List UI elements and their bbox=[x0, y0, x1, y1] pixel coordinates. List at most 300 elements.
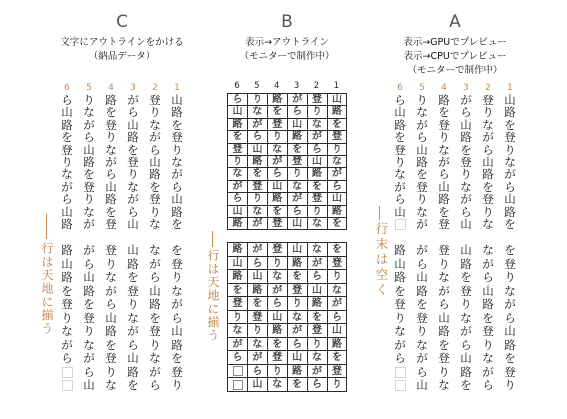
character: り bbox=[268, 257, 288, 271]
character: り bbox=[416, 324, 428, 338]
character: が bbox=[482, 130, 494, 145]
character: 登 bbox=[83, 310, 95, 325]
character: 山 bbox=[105, 310, 117, 325]
character: 山 bbox=[460, 243, 472, 257]
text-column-2 bbox=[148, 94, 162, 230]
character: が bbox=[268, 156, 288, 168]
character: 登 bbox=[268, 119, 288, 131]
character: 山 bbox=[171, 93, 183, 107]
character: な bbox=[328, 156, 348, 168]
grid-column-6 bbox=[228, 243, 248, 392]
character: ら bbox=[416, 256, 428, 271]
character: ら bbox=[127, 204, 139, 219]
empty-cell bbox=[228, 378, 248, 392]
character: 山 bbox=[308, 284, 328, 298]
section-letter-c: C bbox=[116, 12, 128, 32]
character: り bbox=[308, 338, 328, 352]
character: り bbox=[482, 337, 494, 352]
column-number: 6 bbox=[397, 83, 403, 93]
caption-b bbox=[202, 36, 372, 64]
character: り bbox=[268, 131, 288, 143]
character: 路 bbox=[127, 364, 139, 379]
character: を bbox=[460, 270, 472, 284]
character: な bbox=[228, 168, 248, 180]
character: ら bbox=[504, 310, 516, 325]
text-block-bottom-c bbox=[60, 244, 184, 393]
character: な bbox=[105, 142, 117, 157]
character: 山 bbox=[268, 181, 288, 193]
character: ら bbox=[308, 270, 328, 284]
character: を bbox=[328, 218, 348, 230]
column-numbers-c bbox=[60, 83, 184, 93]
character: 登 bbox=[416, 179, 428, 194]
character: を bbox=[105, 204, 117, 219]
character: 登 bbox=[288, 156, 308, 168]
character: な bbox=[228, 324, 248, 338]
grid-column-3 bbox=[288, 94, 308, 230]
character: が bbox=[127, 192, 139, 207]
grid-column-2 bbox=[308, 94, 328, 230]
character: な bbox=[308, 218, 328, 230]
character: ら bbox=[228, 351, 248, 365]
character: が bbox=[127, 324, 139, 338]
character: ら bbox=[482, 270, 494, 284]
character: ら bbox=[171, 310, 183, 325]
character: 路 bbox=[438, 324, 450, 338]
character: 山 bbox=[171, 192, 183, 207]
character: 山 bbox=[248, 270, 268, 284]
character: ら bbox=[248, 257, 268, 271]
character: が bbox=[61, 337, 73, 352]
character: 登 bbox=[83, 179, 95, 194]
character: 路 bbox=[248, 156, 268, 168]
character: ら bbox=[83, 256, 95, 271]
column-number: 2 bbox=[152, 83, 158, 93]
character: り bbox=[438, 130, 450, 145]
character: り bbox=[460, 297, 472, 311]
character: 山 bbox=[127, 351, 139, 365]
text-column-5 bbox=[415, 94, 429, 230]
column-number: 3 bbox=[293, 81, 300, 91]
character: 路 bbox=[416, 154, 428, 169]
text-column-4 bbox=[104, 244, 118, 393]
character: ら bbox=[288, 206, 308, 218]
character: り bbox=[328, 378, 348, 392]
character: 山 bbox=[438, 179, 450, 194]
column-number: 5 bbox=[86, 83, 92, 93]
column-number: 3 bbox=[463, 83, 469, 93]
character: な bbox=[83, 337, 95, 352]
character: ら bbox=[438, 297, 450, 311]
character: ら bbox=[61, 351, 73, 365]
character: 登 bbox=[308, 193, 328, 205]
character: な bbox=[416, 105, 428, 120]
text-column-5 bbox=[82, 244, 96, 393]
character: を bbox=[504, 351, 516, 365]
character: を bbox=[228, 284, 248, 298]
character: ら bbox=[308, 378, 328, 392]
character: 登 bbox=[482, 192, 494, 207]
character: 路 bbox=[127, 256, 139, 271]
text-column-5 bbox=[82, 94, 96, 230]
character: が bbox=[171, 297, 183, 311]
character: 山 bbox=[416, 142, 428, 157]
character: な bbox=[460, 179, 472, 194]
character: が bbox=[416, 351, 428, 365]
character: 登 bbox=[228, 144, 248, 156]
character: 山 bbox=[394, 256, 406, 271]
character: り bbox=[105, 256, 117, 271]
character: 登 bbox=[268, 218, 288, 230]
text-column-4 bbox=[437, 244, 451, 393]
character: な bbox=[394, 324, 406, 338]
character: 路 bbox=[127, 130, 139, 145]
character: な bbox=[308, 119, 328, 131]
text-block-top-c bbox=[60, 94, 184, 230]
caption-c bbox=[37, 36, 207, 64]
character: な bbox=[328, 284, 348, 298]
character: 路 bbox=[308, 297, 328, 311]
character: を bbox=[171, 243, 183, 257]
character: り bbox=[504, 270, 516, 284]
character: な bbox=[504, 283, 516, 298]
character: な bbox=[504, 154, 516, 169]
character: ら bbox=[149, 142, 161, 157]
character: 山 bbox=[288, 243, 308, 257]
character: な bbox=[127, 179, 139, 194]
text-column-2 bbox=[148, 244, 162, 393]
character: ら bbox=[171, 179, 183, 194]
character: 路 bbox=[504, 105, 516, 120]
character: ら bbox=[394, 351, 406, 365]
character: ら bbox=[83, 364, 95, 379]
character: り bbox=[171, 270, 183, 284]
empty-cell bbox=[60, 366, 74, 380]
character: り bbox=[438, 364, 450, 379]
character: 山 bbox=[460, 351, 472, 365]
character: が bbox=[149, 130, 161, 145]
character: り bbox=[308, 206, 328, 218]
character: 登 bbox=[61, 142, 73, 157]
character: な bbox=[482, 351, 494, 365]
character: 登 bbox=[171, 364, 183, 379]
character: 路 bbox=[328, 106, 348, 118]
column-number: 2 bbox=[313, 81, 320, 91]
column-number: 3 bbox=[130, 83, 136, 93]
grid-column-5 bbox=[248, 243, 268, 392]
character: り bbox=[105, 130, 117, 145]
character: を bbox=[416, 167, 428, 182]
character: ら bbox=[308, 144, 328, 156]
character: 山 bbox=[228, 257, 248, 271]
character: 路 bbox=[288, 365, 308, 379]
character: が bbox=[268, 284, 288, 298]
character: ら bbox=[328, 181, 348, 193]
character: な bbox=[61, 167, 73, 182]
character: を bbox=[288, 144, 308, 156]
character: 路 bbox=[482, 297, 494, 311]
character: 登 bbox=[460, 154, 472, 169]
character: り bbox=[149, 105, 161, 120]
character: を bbox=[460, 142, 472, 157]
character: 路 bbox=[504, 337, 516, 352]
character: な bbox=[460, 310, 472, 325]
caption-line: （モニターで制作中） bbox=[239, 51, 335, 62]
character: 登 bbox=[460, 283, 472, 298]
character: を bbox=[268, 338, 288, 352]
character: ら bbox=[268, 168, 288, 180]
character: 路 bbox=[149, 167, 161, 182]
character: 山 bbox=[127, 216, 139, 231]
column-number: 1 bbox=[333, 81, 340, 91]
character: 登 bbox=[268, 243, 288, 257]
caption-line: （納品データ） bbox=[88, 51, 156, 62]
character: 山 bbox=[328, 94, 348, 106]
character: 路 bbox=[61, 117, 73, 132]
grid-column-4 bbox=[268, 243, 288, 392]
character: を bbox=[149, 310, 161, 325]
character: ら bbox=[61, 93, 73, 107]
character: り bbox=[482, 204, 494, 219]
character: り bbox=[482, 105, 494, 120]
character: を bbox=[504, 216, 516, 231]
character: り bbox=[83, 93, 95, 107]
character: 山 bbox=[83, 142, 95, 157]
character: り bbox=[416, 93, 428, 107]
character: 路 bbox=[228, 119, 248, 131]
character: な bbox=[149, 117, 161, 132]
character: を bbox=[328, 351, 348, 365]
character: ら bbox=[504, 179, 516, 194]
character: ら bbox=[149, 378, 161, 392]
character: を bbox=[394, 130, 406, 145]
character: 路 bbox=[149, 297, 161, 311]
character: 路 bbox=[308, 168, 328, 180]
character: を bbox=[438, 337, 450, 352]
character: ら bbox=[288, 106, 308, 118]
character: な bbox=[482, 216, 494, 231]
grid-column-4 bbox=[268, 94, 288, 230]
character: 路 bbox=[248, 284, 268, 298]
caption-line: 表示→CPUでプレビュー bbox=[403, 51, 507, 62]
character: を bbox=[482, 179, 494, 194]
text-column-3 bbox=[126, 94, 140, 230]
caption-line: （モニターで制作中） bbox=[407, 65, 503, 76]
character: 登 bbox=[328, 131, 348, 143]
character: を bbox=[61, 283, 73, 298]
character: り bbox=[61, 310, 73, 325]
character: 登 bbox=[482, 324, 494, 338]
character: 山 bbox=[308, 156, 328, 168]
character: 登 bbox=[105, 351, 117, 365]
note-connector-line bbox=[379, 206, 380, 220]
character: 路 bbox=[61, 270, 73, 284]
character: り bbox=[171, 142, 183, 157]
character: 登 bbox=[438, 117, 450, 132]
character: な bbox=[288, 311, 308, 325]
character: な bbox=[416, 337, 428, 352]
caption-a bbox=[370, 36, 540, 78]
grid-column-1 bbox=[328, 243, 348, 392]
character: り bbox=[149, 337, 161, 352]
character: 山 bbox=[105, 179, 117, 194]
character: り bbox=[308, 106, 328, 118]
empty-cell bbox=[60, 379, 74, 393]
character: な bbox=[308, 351, 328, 365]
character: り bbox=[248, 94, 268, 106]
character: な bbox=[171, 154, 183, 169]
character: 路 bbox=[105, 324, 117, 338]
character: 路 bbox=[83, 283, 95, 298]
character: り bbox=[248, 324, 268, 338]
character: 路 bbox=[394, 270, 406, 284]
character: を bbox=[328, 243, 348, 257]
column-number: 1 bbox=[174, 83, 180, 93]
character: を bbox=[268, 206, 288, 218]
character: り bbox=[83, 192, 95, 207]
character: が bbox=[61, 179, 73, 194]
character: を bbox=[171, 117, 183, 132]
character: 路 bbox=[171, 204, 183, 219]
character: 山 bbox=[504, 324, 516, 338]
empty-cell bbox=[393, 379, 407, 393]
character: が bbox=[288, 324, 308, 338]
note-connector-line bbox=[212, 231, 213, 247]
column-numbers-b bbox=[227, 81, 346, 91]
character: ら bbox=[460, 204, 472, 219]
character: り bbox=[328, 270, 348, 284]
character: 山 bbox=[482, 283, 494, 298]
character: な bbox=[248, 206, 268, 218]
character: 路 bbox=[171, 105, 183, 120]
character: を bbox=[288, 270, 308, 284]
empty-cell bbox=[393, 366, 407, 380]
character: な bbox=[248, 338, 268, 352]
character: を bbox=[83, 167, 95, 182]
character: な bbox=[127, 310, 139, 325]
character: を bbox=[149, 179, 161, 194]
character: が bbox=[228, 181, 248, 193]
character: ら bbox=[228, 94, 248, 106]
character: り bbox=[171, 378, 183, 392]
character: ら bbox=[127, 105, 139, 120]
character: り bbox=[149, 204, 161, 219]
character: が bbox=[438, 154, 450, 169]
character: を bbox=[504, 243, 516, 257]
character: な bbox=[171, 283, 183, 298]
character: り bbox=[248, 193, 268, 205]
character: 登 bbox=[308, 94, 328, 106]
note-label-b: 行は天地に揃う bbox=[206, 249, 220, 343]
character: ら bbox=[248, 365, 268, 379]
character: 山 bbox=[248, 144, 268, 156]
character: 登 bbox=[61, 297, 73, 311]
column-number: 5 bbox=[419, 83, 425, 93]
character: ら bbox=[228, 193, 248, 205]
character: 登 bbox=[105, 243, 117, 257]
character: 山 bbox=[61, 256, 73, 271]
character: 路 bbox=[171, 337, 183, 352]
character: 山 bbox=[482, 154, 494, 169]
grid-column-5 bbox=[248, 94, 268, 230]
character: 登 bbox=[248, 181, 268, 193]
character: 路 bbox=[438, 192, 450, 207]
caption-line: 表示→アウトライン bbox=[245, 37, 329, 48]
character: が bbox=[248, 351, 268, 365]
text-column-1 bbox=[503, 244, 517, 393]
text-column-2 bbox=[481, 244, 495, 393]
character: が bbox=[308, 365, 328, 379]
text-column-3 bbox=[459, 244, 473, 393]
character: 山 bbox=[149, 283, 161, 298]
character: な bbox=[149, 351, 161, 365]
empty-cell bbox=[393, 218, 407, 230]
character: り bbox=[268, 365, 288, 379]
character: 山 bbox=[328, 193, 348, 205]
character: な bbox=[416, 204, 428, 219]
character: 山 bbox=[394, 105, 406, 120]
character: り bbox=[228, 156, 248, 168]
character: ら bbox=[268, 297, 288, 311]
character: 路 bbox=[61, 216, 73, 231]
character: を bbox=[105, 337, 117, 352]
character: な bbox=[105, 378, 117, 392]
character: な bbox=[268, 144, 288, 156]
character: が bbox=[416, 243, 428, 257]
character: 路 bbox=[416, 283, 428, 298]
character: ら bbox=[127, 337, 139, 352]
character: ら bbox=[83, 130, 95, 145]
character: な bbox=[288, 181, 308, 193]
character: 路 bbox=[61, 243, 73, 257]
character: 登 bbox=[394, 297, 406, 311]
character: り bbox=[288, 297, 308, 311]
character: 山 bbox=[288, 218, 308, 230]
character: を bbox=[416, 297, 428, 311]
character: が bbox=[105, 154, 117, 169]
grid-column-6 bbox=[228, 94, 248, 230]
character: 山 bbox=[416, 270, 428, 284]
character: な bbox=[438, 142, 450, 157]
character: 登 bbox=[504, 364, 516, 379]
character: 登 bbox=[328, 257, 348, 271]
character: 山 bbox=[288, 351, 308, 365]
text-block-top-a bbox=[393, 94, 517, 230]
character: を bbox=[504, 117, 516, 132]
character: 山 bbox=[61, 105, 73, 120]
character: 山 bbox=[460, 117, 472, 132]
character: 登 bbox=[149, 324, 161, 338]
character: 山 bbox=[83, 270, 95, 284]
character: が bbox=[149, 364, 161, 379]
character: ら bbox=[394, 93, 406, 107]
grid-column-2 bbox=[308, 243, 328, 392]
grid-column-3 bbox=[288, 243, 308, 392]
character: 路 bbox=[268, 324, 288, 338]
character: 登 bbox=[127, 154, 139, 169]
character: 路 bbox=[328, 206, 348, 218]
character: ら bbox=[105, 297, 117, 311]
character: ら bbox=[438, 167, 450, 182]
character: り bbox=[127, 297, 139, 311]
character: ら bbox=[105, 167, 117, 182]
character: 路 bbox=[105, 93, 117, 107]
character: を bbox=[248, 168, 268, 180]
character: が bbox=[83, 117, 95, 132]
character: を bbox=[394, 283, 406, 298]
text-column-1 bbox=[170, 94, 184, 230]
character: 山 bbox=[61, 204, 73, 219]
